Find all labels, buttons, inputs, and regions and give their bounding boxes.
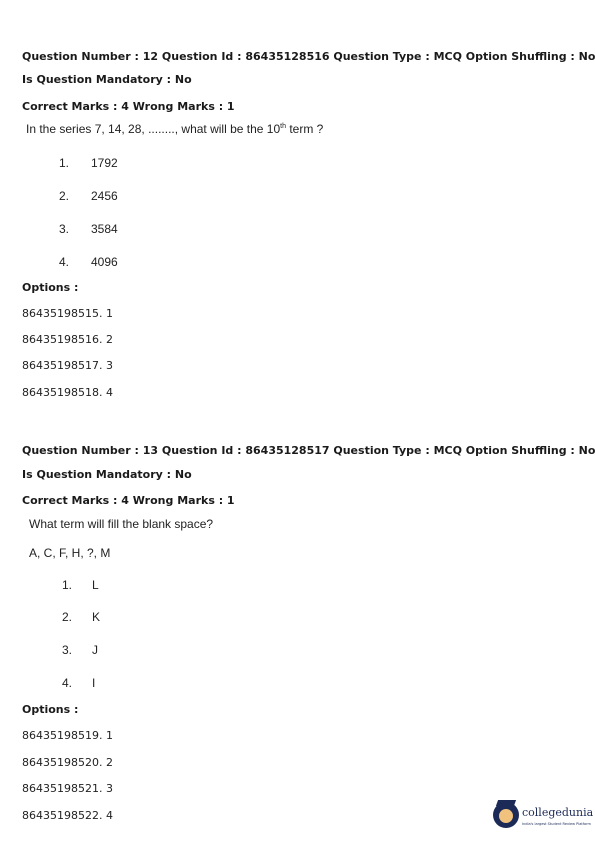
question-text-superscript: th [280, 123, 286, 130]
question-text: What term will fill the blank space? [29, 517, 214, 531]
choice-value: J [92, 643, 98, 657]
choice-value: 1792 [91, 156, 118, 170]
logo-tagline: India's largest Student Review Platform [522, 822, 591, 826]
question-text-end: term ? [285, 122, 324, 136]
choice-number: 1. [59, 156, 70, 170]
choice-value: K [92, 610, 101, 624]
option-id: 86435198519. 1 [22, 729, 113, 742]
option-id: 86435198521. 3 [22, 782, 113, 795]
choice-number: 2. [59, 189, 70, 203]
option-id: 86435198515. 1 [22, 307, 113, 320]
question-header: Question Number : 13 Question Id : 86435128517 Question Type : MCQ Option Shuffling : No [22, 444, 595, 457]
choice-value: 2456 [91, 189, 118, 203]
logo-cap-icon [496, 800, 516, 806]
choice-number: 3. [59, 222, 70, 236]
choice-number: 4. [62, 676, 73, 690]
choice-number: 2. [62, 610, 73, 624]
options-label: Options : [22, 281, 79, 294]
collegedunia-logo [493, 800, 593, 834]
choice-number: 4. [59, 255, 70, 269]
choice-value: 4096 [91, 255, 118, 269]
logo-name: collegedunia [522, 806, 594, 819]
choice-value: I [92, 676, 96, 690]
choice-number: 3. [62, 643, 73, 657]
question-header: Question Number : 12 Question Id : 86435128516 Question Type : MCQ Option Shuffling : No [22, 50, 595, 63]
option-id: 86435198516. 2 [22, 333, 113, 346]
option-id: 86435198520. 2 [22, 756, 113, 769]
choice-value: L [92, 578, 99, 592]
question-mandatory: Is Question Mandatory : No [22, 73, 192, 86]
logo-face-icon [499, 809, 513, 823]
choice-number: 1. [62, 578, 73, 592]
option-id: 86435198518. 4 [22, 386, 113, 399]
options-label: Options : [22, 703, 79, 716]
option-id: 86435198522. 4 [22, 809, 113, 822]
question-marks: Correct Marks : 4 Wrong Marks : 1 [22, 494, 235, 507]
question-text-main: In the series 7, 14, 28, ........, what will be the 10 [26, 122, 281, 136]
choice-value: 3584 [91, 222, 118, 236]
question-marks: Correct Marks : 4 Wrong Marks : 1 [22, 100, 235, 113]
question-series: A, C, F, H, ?, M [29, 546, 111, 560]
question-mandatory: Is Question Mandatory : No [22, 468, 192, 481]
question-text [26, 122, 323, 136]
option-id: 86435198517. 3 [22, 359, 113, 372]
